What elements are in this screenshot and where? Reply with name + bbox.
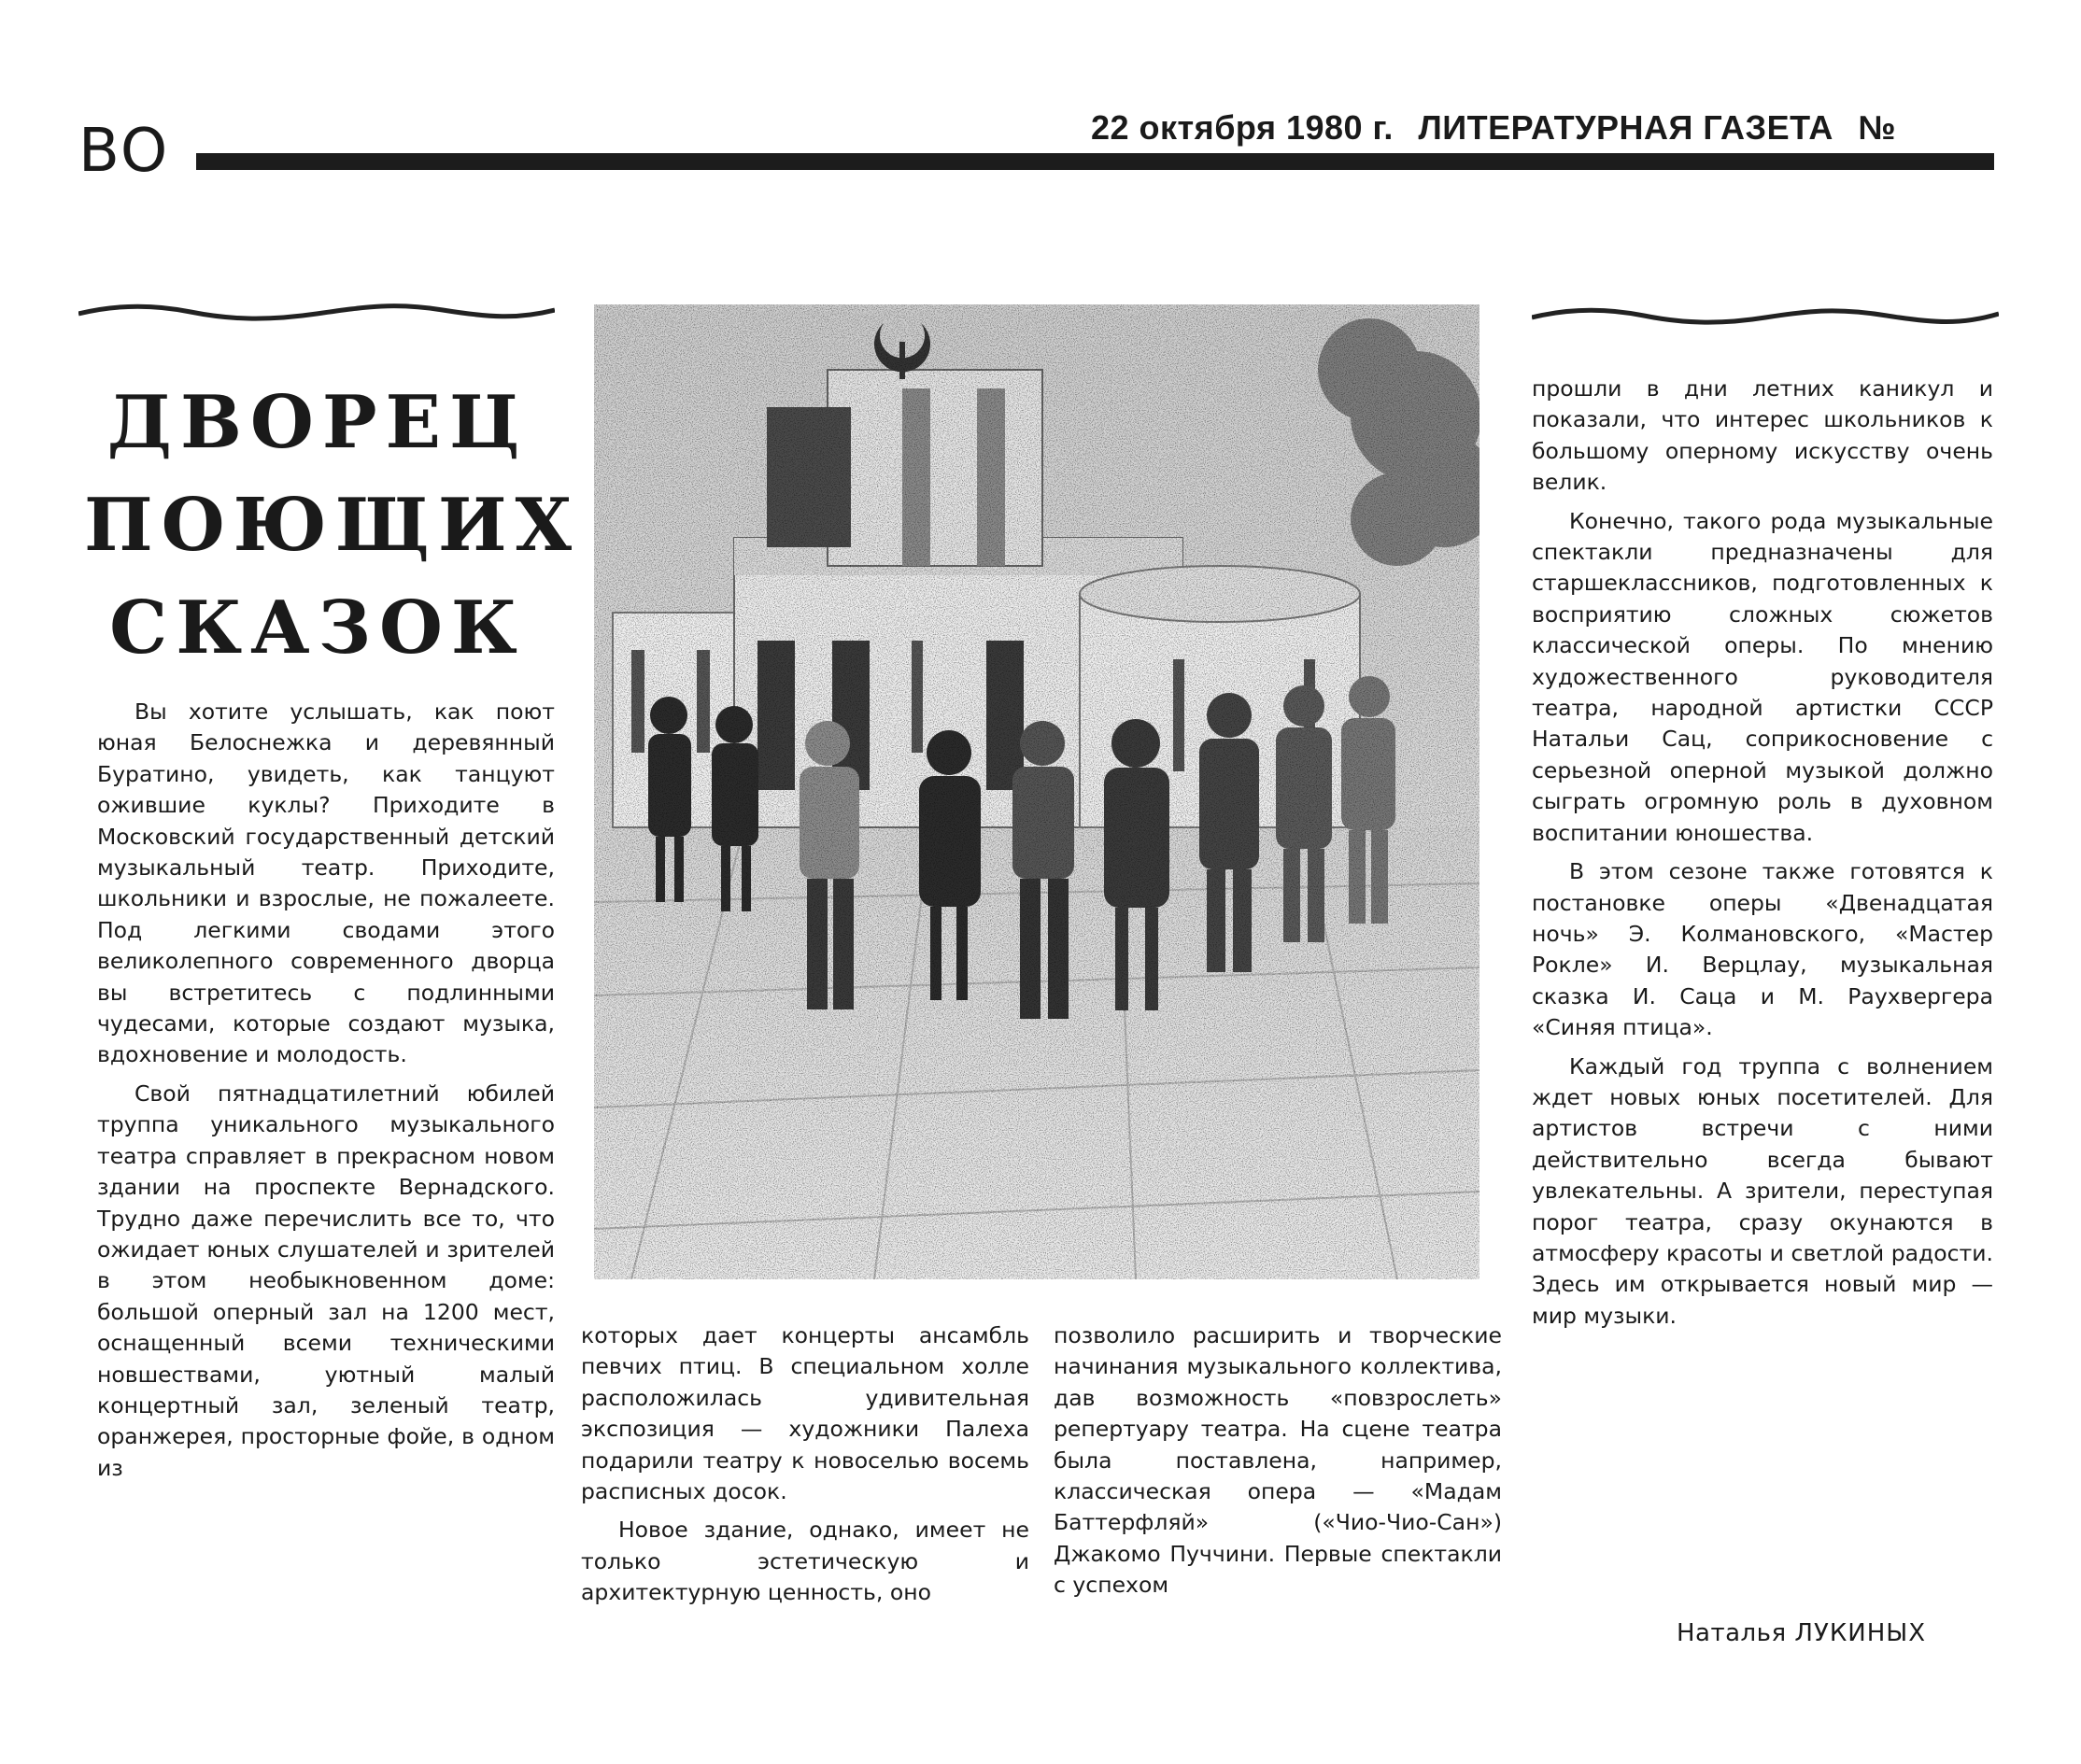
- issue-number-sign: №: [1858, 108, 1896, 147]
- paragraph: Новое здание, однако, имеет не только эстетическую и архитектурную ценность, оно: [581, 1517, 1029, 1606]
- author-surname: ЛУКИНЫХ: [1794, 1619, 1927, 1647]
- paragraph: Каждый год труппа с волнением ждет новых юных посетителей. Для артистов встречи с ними действительно всегда бывают увлекательны. А зрители, переступая порог театра, сразу окунаются в атмосферу красоты и светлой радости. Здесь им открывается новый мир — мир музыки.: [1532, 1052, 1993, 1329]
- issue-date: 22 октября 1980 г.: [1091, 108, 1394, 147]
- paragraph: Вы хотите услышать, как поют юная Белоснежка и деревянный Буратино, увидеть, как танцуют ожившие куклы? Приходите в Московский государственный детский музыкальный театр. Приходите, школьники и взрослые, не пожалеете. Под легкими сводами этого великолепного современного дворца вы встретитесь с подлинными чудесами, которые создают музыка, вдохновение и молодость.: [97, 699, 555, 1068]
- article-column-3: [1054, 1320, 1502, 1602]
- newspaper-name: ЛИТЕРАТУРНАЯ ГАЗЕТА: [1418, 108, 1833, 147]
- header-rule: [196, 153, 1994, 170]
- headline-line-2: ПОЮЩИХ: [84, 483, 581, 568]
- headline-line-1: ДВОРЕЦ: [106, 380, 529, 465]
- paragraph: прошли в дни летних каникул и показали, что интерес школьников к большому оперному искусству очень велик.: [1532, 375, 1993, 496]
- article-column-4: [1532, 374, 1993, 1332]
- author-first-name: Наталья: [1677, 1619, 1787, 1647]
- paragraph: которых дает концерты ансамбль певчих птиц. В специальном холле расположилась удивительная экспозиция — художники Палеха подарили театру к новоселью восемь расписных досок.: [581, 1322, 1029, 1505]
- article-column-1: [97, 697, 555, 1484]
- page-number: ВО: [78, 117, 169, 186]
- theatre-photo: [594, 304, 1479, 1279]
- author-signature: [1677, 1619, 1926, 1647]
- article-column-2: [581, 1320, 1029, 1609]
- headline: [84, 372, 581, 680]
- paragraph: В этом сезоне также готовятся к постановке оперы «Двенадцатая ночь» Э. Колмановского, «Мастер Рокле» И. Верцлау, музыкальная сказка И. Саца и М. Раухвергера «Синяя птица».: [1532, 858, 1993, 1041]
- paragraph: Свой пятнадцатилетний юбилей труппа уникального музыкального театра справляет в прекрасном новом здании на проспекте Вернадского. Трудно даже перечислить все то, что ожидает юных слушателей и зрителей в этом необыкновенном доме: большой оперный зал на 1200 мест, оснащенный всеми техническими новшествами, уютный малый концертный зал, зеленый театр, оранжерея, просторные фойе, в одном из: [97, 1080, 555, 1481]
- masthead-right: [1091, 108, 1911, 148]
- left-wave-ornament: [78, 297, 555, 325]
- paragraph: Конечно, такого рода музыкальные спектакли предназначены для старшеклассников, подготовленных к восприятию сложных сюжетов классической оперы. По мнению художественного руководителя театра, народной артистки СССР Натальи Сац, соприкосновение с серьезной оперной музыкой должно сыграть огромную роль в духовном воспитании юношества.: [1532, 507, 1993, 846]
- paragraph: позволило расширить и творческие начинания музыкального коллектива, дав возможность «повзрослеть» репертуару театра. На сцене театра была поставлена, например, классическая опера — «Мадам Баттерфляй» («Чио-Чио-Сан») Джакомо Пуччини. Первые спектакли с успехом: [1054, 1322, 1502, 1599]
- headline-line-3: СКАЗОК: [109, 586, 526, 670]
- right-wave-ornament: [1532, 303, 1999, 331]
